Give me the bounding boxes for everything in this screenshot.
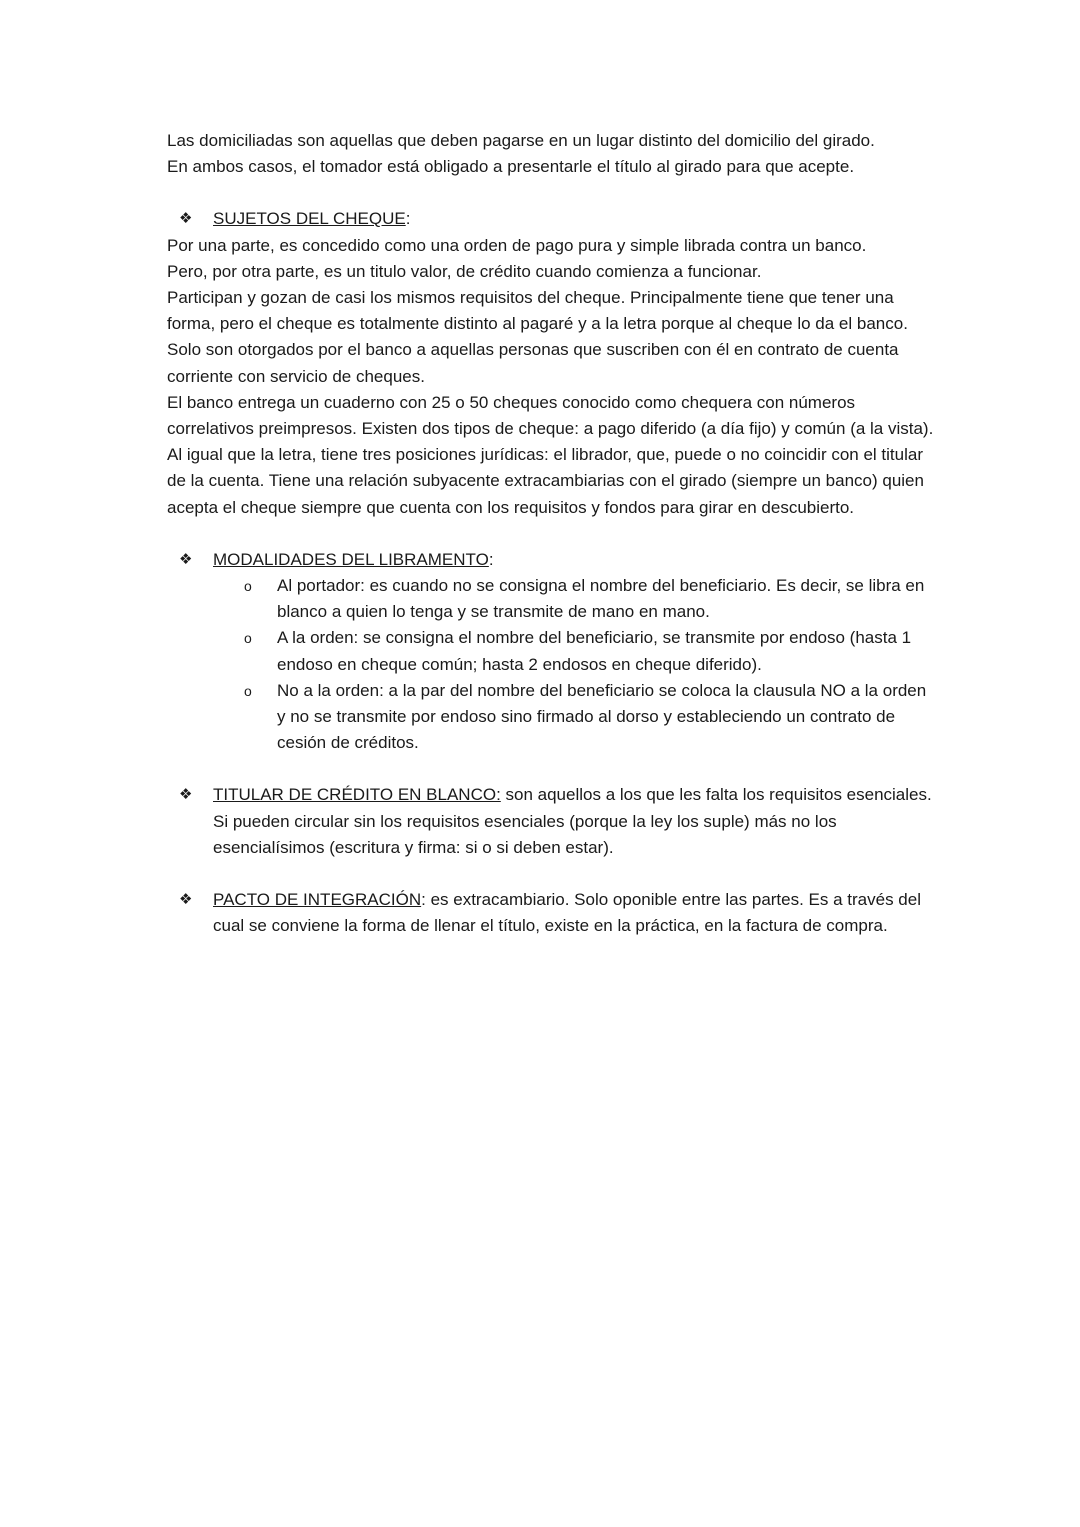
list-item [167, 625, 937, 677]
circle-bullet-icon: o [244, 578, 252, 595]
intro-line-2: En ambos casos, el tomador está obligado a presentarle el título al girado para que acepte. [167, 157, 855, 177]
sujetos-paragraph: Pero, por otra parte, es un titulo valor, de crédito cuando comienza a funcionar. [167, 261, 762, 281]
list-item [167, 678, 937, 757]
spacer [167, 180, 937, 206]
diamond-bullet-icon: ❖ [179, 786, 193, 804]
section-text: son aquellos a los que les falta los requisitos esenciales. Si pueden circular sin los requisitos esenciales (porque la ley los suple) más no los esencialísimos (escritura y firma: si o si deben estar). [213, 785, 932, 857]
sujetos-paragraph: El banco entrega un cuaderno con 25 o 50 cheques conocido como chequera con números correlativos preimpresos. Existen dos tipos de cheque: a pago diferido (a día fijo) y común (a la vista). [167, 392, 934, 439]
list-item-text: Al portador: es cuando no se consigna el nombre del beneficiario. Es decir, se libra en blanco a quien lo tenga y se transmite de mano en mano. [277, 576, 925, 622]
spacer [167, 756, 937, 782]
section-pacto [167, 887, 937, 939]
circle-bullet-icon: o [244, 630, 252, 647]
section-heading: MODALIDADES DEL LIBRAMENTO [213, 549, 489, 569]
section-heading: PACTO DE INTEGRACIÓN [213, 890, 422, 910]
document-page [167, 128, 937, 939]
sujetos-paragraph: Participan y gozan de casi los mismos requisitos del cheque. Principalmente tiene que tener una forma, pero el cheque es totalmente distinto al pagaré y a la letra porque al cheque lo da el banco. [167, 288, 908, 334]
intro-line-1: Las domiciliadas son aquellas que deben pagarse en un lugar distinto del domicilio del girado. [167, 131, 875, 150]
modalidades-list [167, 573, 937, 756]
list-item-text: No a la orden: a la par del nombre del beneficiario se coloca la clausula NO a la orden y no se transmite por endoso sino firmado al dorso y estableciendo un contrato de cesión de créditos. [277, 680, 927, 753]
diamond-bullet-icon: ❖ [179, 550, 193, 568]
diamond-bullet-icon: ❖ [179, 891, 193, 909]
section-text: : es extracambiario. Solo oponible entre las partes. Es a través del cual se conviene la forma de llenar el título, existe en la práctica, en la factura de compra. [213, 890, 921, 936]
section-heading: SUJETOS DEL CHEQUE [213, 209, 406, 229]
section-heading: TITULAR DE CRÉDITO EN BLANCO: [213, 785, 501, 805]
heading-colon: : [488, 549, 494, 569]
spacer [167, 521, 937, 547]
list-item [167, 573, 937, 625]
heading-colon: : [405, 209, 411, 229]
sujetos-paragraph: Solo son otorgados por el banco a aquellas personas que suscriben con él en contrato de cuenta corriente con servicio de cheques. [167, 340, 899, 386]
sujetos-paragraph: Al igual que la letra, tiene tres posiciones jurídicas: el librador, que, puede o no coincidir con el titular de la cuenta. Tiene una relación subyacente extracambiarias con el girado (siempre un banco) quien acepta el cheque siempre que cuenta con los requisitos y fondos para girar en descubierto. [167, 445, 924, 517]
section-titular [167, 782, 937, 861]
section-modalidades [167, 547, 937, 573]
circle-bullet-icon: o [244, 682, 252, 699]
section-sujetos-heading [167, 206, 937, 232]
list-item-text: A la orden: se consigna el nombre del beneficiario, se transmite por endoso (hasta 1 endoso en cheque común; hasta 2 endosos en cheque diferido). [277, 628, 912, 674]
spacer [167, 861, 937, 887]
sujetos-paragraph: Por una parte, es concedido como una orden de pago pura y simple librada contra un banco. [167, 235, 867, 255]
diamond-bullet-icon: ❖ [179, 210, 193, 228]
